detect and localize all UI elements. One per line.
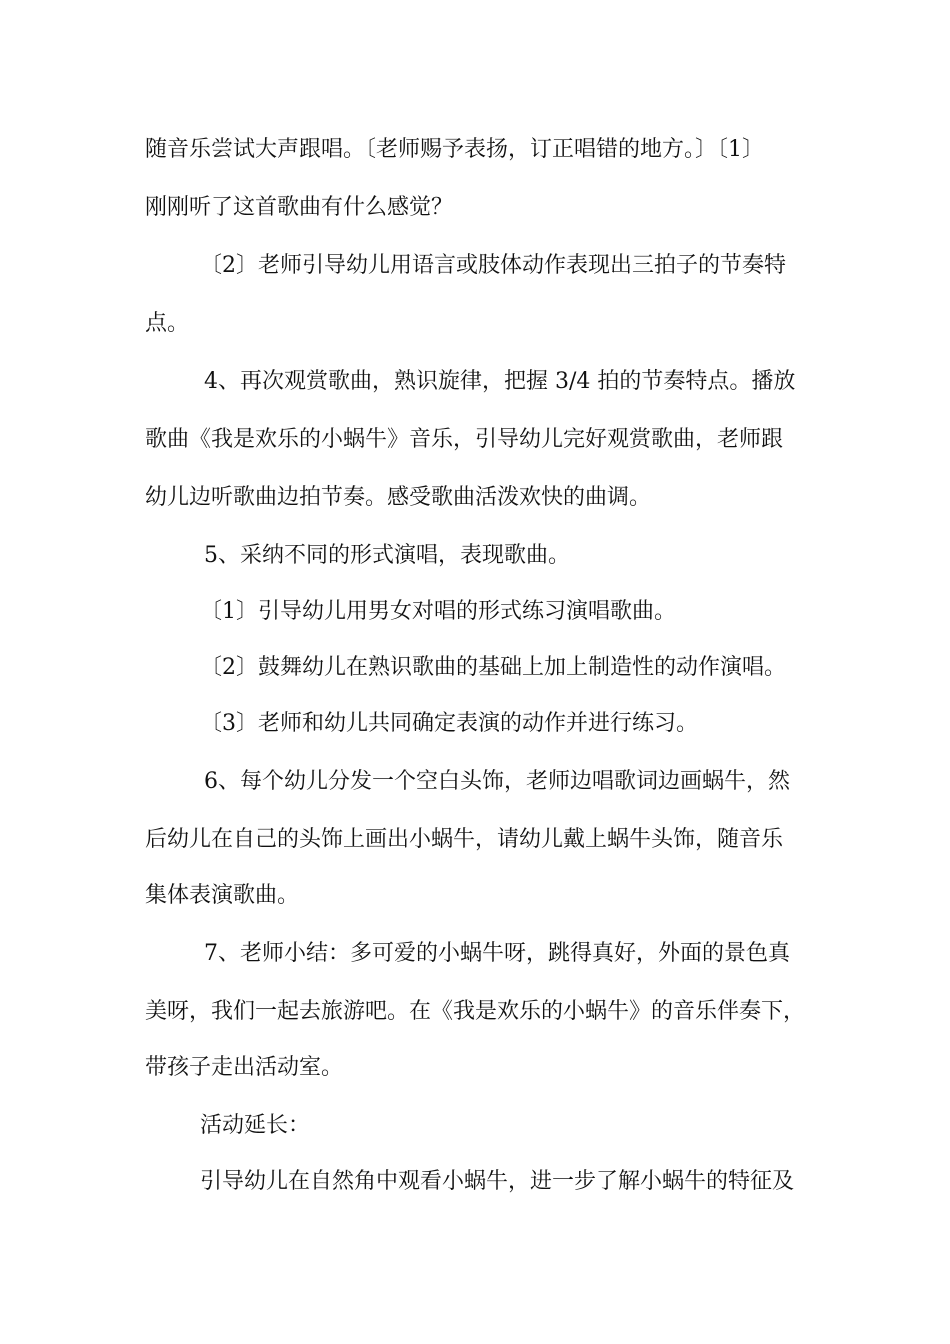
text-line: 4、再次观赏歌曲，熟识旋律，把握 3/4 拍的节奏特点。播放 [204,369,796,394]
text-line: 〔2〕鼓舞幼儿在熟识歌曲的基础上加上制造性的动作演唱。 [200,655,786,680]
text-line: 点。 [145,311,190,336]
text-line: 〔2〕老师引导幼儿用语言或肢体动作表现出三拍子的节奏特 [200,253,786,278]
text-line: 后幼儿在自己的头饰上画出小蜗牛，请幼儿戴上蜗牛头饰，随音乐 [145,827,784,852]
text-line: 美呀，我们一起去旅游吧。在《我是欢乐的小蜗牛》的音乐伴奏下， [145,999,806,1024]
section-heading: 活动延长： [200,1113,311,1138]
text-line: 5、采纳不同的形式演唱，表现歌曲。 [204,543,570,568]
text-line: 随音乐尝试大声跟唱。〔老师赐予表扬，订正唱错的地方。〕〔1〕 [145,137,764,162]
text-line: 幼儿边听歌曲边拍节奏。感受歌曲活泼欢快的曲调。 [145,485,652,510]
text-line: 刚刚听了这首歌曲有什么感觉？ [145,195,454,220]
text-line: 集体表演歌曲。 [145,883,300,908]
text-line: 引导幼儿在自然角中观看小蜗牛，进一步了解小蜗牛的特征及 [200,1169,795,1194]
text-line: 〔1〕引导幼儿用男女对唱的形式练习演唱歌曲。 [200,599,676,624]
text-line: 7、老师小结：多可爱的小蜗牛呀，跳得真好，外面的景色真 [204,941,790,966]
text-line: 6、每个幼儿分发一个空白头饰，老师边唱歌词边画蜗牛，然 [204,769,790,794]
text-line: 带孩子走出活动室。 [145,1055,344,1080]
text-line: 歌曲《我是欢乐的小蜗牛》音乐，引导幼儿完好观赏歌曲，老师跟 [145,427,784,452]
text-line: 〔3〕老师和幼儿共同确定表演的动作并进行练习。 [200,711,698,736]
